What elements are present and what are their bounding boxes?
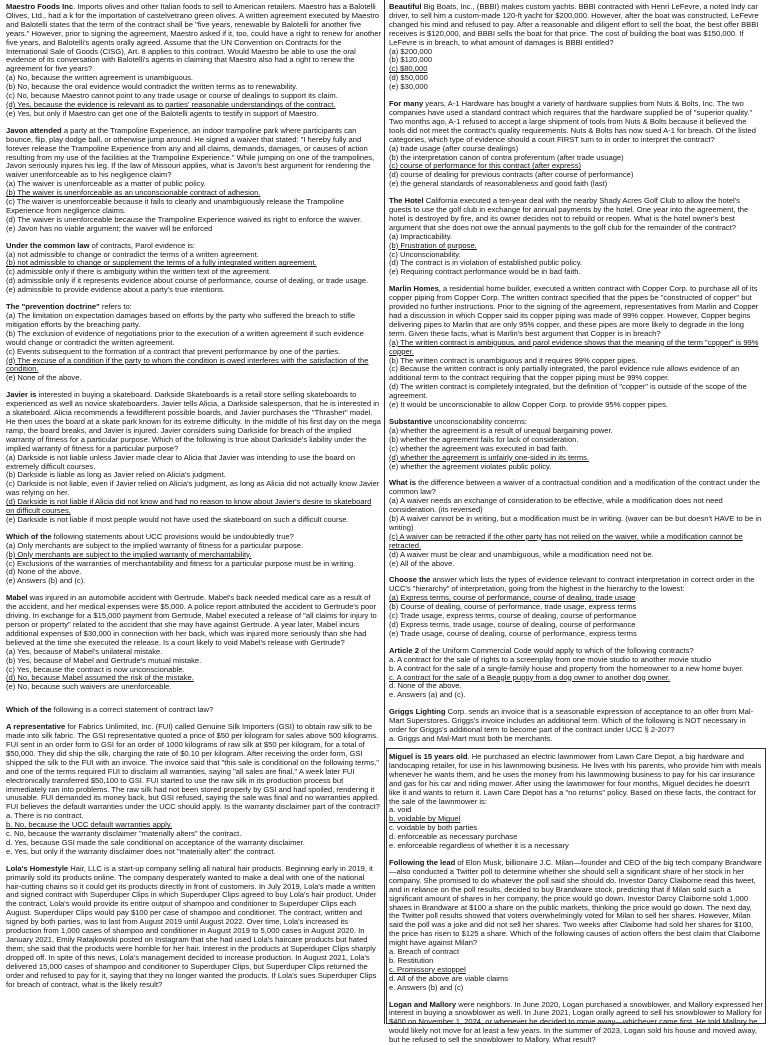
answer-option: (e) Trade usage, course of dealing, course of performance, express terms [389, 628, 637, 638]
answer-option: (b) $120,000 [389, 55, 433, 65]
answer-option: (a) trade usage (after course dealings) [389, 143, 519, 153]
answer-option: (a) The waiver is unenforceable as a matter of public policy. [6, 179, 206, 189]
question-stem [6, 594, 381, 647]
question-text: Hair, LLC is a start-up company selling all natural hair products. Beginning early in 2019, it primarily sold its products online. The company desperately wanted to make a deal with one of the national hair-cutting chains so it could get its products directly in front of customers. In July 2019, Lola's made a written and signed contract with Superduper Clips in which Superduper Clips agreed to buy Lola's hair product. Under the contract, Lola's would provide its entire output of shampoo and conditioner to Superduper Clips each August. Superduper Clips would pay $100 per case of shampoo and conditioner. The contract, written and signed by both parties, was to last from August 2019 until August 2022. Over time, Lola's increased its production from 1,000 cases of shampoo and conditioner in August 2019 to 5,000 cases in August 2020. In January 2021, Emily Ratajkowski posted on Instagram that she had used Lola's haircare products but hated them; she said that the products were horrible for her hair. Interest in the products at Superduper Clips sharply dropped off. In spite of this news, Lola's management decided to increase production. In August 2021, Lola's delivered 15,000 cases of shampoo and conditioner to Superduper Clips, but Superduper Clips returned the order and refused to pay for it, saying that they no longer wanted the products. If Lola's sues Superduper Clips for breach of contract, what is the likely result? [6, 863, 377, 989]
answer-option-correct: (d) Yes, because the evidence is relevant as to parties' reasonable understandings of the contract. [6, 99, 336, 109]
question-block [6, 865, 381, 990]
question-lead: Choose the [389, 575, 431, 585]
answer-option-correct: (c) A waiver can be retracted if the other party has not relied on the waiver, while a modification cannot be retracted. [389, 531, 743, 550]
answer-option: (e) the general standards of reasonableness and good faith (last) [389, 179, 608, 189]
answer-option-correct: (d) Darkside is not liable if Alicia did not know and had no reason to know about Javier's desire to skateboard on difficult courses. [6, 497, 372, 516]
question-lead: Griggs Lighting [389, 707, 446, 717]
question-block [389, 418, 763, 471]
question-lead: Which of the [6, 705, 52, 715]
answer-option: (e) Darkside is not liable if most people would not have used the skateboard on such a difficult course. [6, 514, 349, 524]
answer-option: b. A contract for the sale of a single-family house and property from the homeowner to a new home buyer. [389, 663, 744, 673]
question-text: Corp. sends an invoice that is a seasonable expression of acceptance to an offer from Mal-Mart Superstores. Griggs's invoice includes an additional term. Which of the following is NOT necessary in order for Griggs's additional term to become part of the contract under UCC § 2-207? [389, 707, 754, 735]
answer-option: (d) The written contract is completely integrated, but the definition of "copper" is outside of the scope of the agreement. [389, 382, 747, 401]
answer-option-correct: (a) The written contract is ambiguous, and parol evidence shows that the meaning of the term "copper" is 99% copper. [389, 337, 759, 356]
question-text: of the Uniform Commercial Code would apply to which of the following contracts? [418, 645, 694, 655]
answer-option: (c) Because the written contract is only partially integrated, the parol evidence rule allows evidence of an additional term to the contract requiring that the copper piping must be 99% copper. [389, 364, 740, 383]
answer-option: (d) A waiver must be clear and unambiguous, while a modification need not be. [389, 549, 654, 559]
question-stem [389, 285, 763, 338]
question-lead: Mabel [6, 593, 28, 603]
answer-option: b. Restitution [389, 955, 434, 965]
question-text: interested in buying a skateboard. Darkside Skateboards is a retail store selling skateboards to experienced as well as novice skateboarders. Javier tells Alicia, a Darkside salesperson, that he is interested in a skateboard. Alicia recommends a fewdifferent possible boards, and Javier purchases the "Thrasher" model. He then uses the board at a skate park known for its extreme difficulty. In the middle of his first day on the mega ramp, the board breaks, and Javier is injured. Javier considers suing Darkside for breach of the implied warranty of fitness for a particular purpose. Which of the following is true about Darkside's liability under the implied warranty of fitness for a particular purpose? [6, 390, 381, 453]
answer-option: (d) None of the above. [6, 567, 82, 577]
answer-option: (e) whether the agreement violates public policy. [389, 461, 552, 471]
answer-option-correct: (c) $80,000 [389, 64, 428, 74]
answer-option: (d) course of dealing for previous contracts (after course of performance) [389, 170, 634, 180]
question-stem [6, 391, 381, 453]
question-text: a party at the Trampoline Experience, an indoor trampoline park where participants can bounce, flip, play dodge ball, or otherwise jump around. He signed a waiver that stated: "I hereby fully and forever release the Trampoline Experience from any and all claims, demands, damages, or causes of action resulting from my use of the facilities at the Trampoline Experience." While jumping on one of the trampolines, Javon seriously injures his leg. If the law of Missouri applies, what is Javon's best argument for rendering the waiver unenforceable as to his negligence claim? [6, 125, 375, 180]
question-text: was injured in an automobile accident with Gertrude. Mabel's back needed medical care as a result of the accident, and her medical expenses were $5,000. A police report attributed the accident to Gertrude's poor driving. In exchange for a $15,000 payment from Gertrude, Mabel executed a release of "all claims for injury to person or property" related to the accident that she may have against Gertrude. A year later, Mabel incurs additional expenses of $30,000 in connection with her back, which was injured more seriously than she had believed at the time she executed the release. Is a court likely to void Mabel's release with Gertrude? [6, 593, 377, 647]
question-block [6, 391, 381, 525]
question-text: of Elon Musk, billionaire J.C. Milan—founder and CEO of the big tech company Brandware—also conducted a Twitter poll to determine whether she should sell a significant share of her stock in her company. She promised to do whatever the poll said she should do. Investor Darcy Claiborne read this tweet, and in reliance on the poll results, decided to buy Brandware stock, predicting that if Milan sold such a significant amount of shares in her company, the price would go down. Investor Darcy Claiborne sold 1,000 shares in Brandware at $100 a share on the public markets, thinking the price would go down. The next day, the Twitter poll results showed that voters overwhelmingly voted for Milan to sell her shares. However, Milan said the poll was a joke and did not sell her shares. Two weeks after Claiborne had sold her shares for $100, the price has risen to $125 a share. Which of the following causes of action offers the best claim that Claiborne might have against Milan? [389, 857, 762, 948]
answer-option: a. Griggs and Mal-Mart must both be merchants. [389, 733, 553, 743]
question-text: answer which lists the types of evidence relevant to contract interpretation in correct order in the UCC's "hierarchy" of interpretation, going from the highest in the hierarchy to the lowest: [389, 575, 755, 594]
question-lead: Logan and Mallory [389, 999, 457, 1009]
answer-option: (e) Yes, but only if Maestro can get one of the Balotelli agents to testify in support of Maestro. [6, 108, 319, 118]
question-lead: The "prevention doctrine" [6, 302, 100, 312]
answer-option: (d) $50,000 [389, 73, 428, 83]
question-block [389, 479, 763, 568]
column-divider [384, 0, 385, 1024]
answer-option: (e) It would be unconscionable to allow Copper Corp. to provide 95% copper pipes. [389, 400, 669, 410]
question-lead: Which of the [6, 531, 52, 541]
answer-option: c. No, because the warranty disclaimer "materially alters" the contract. [6, 829, 242, 839]
answer-option: (e) No, because such waivers are unenforceable. [6, 682, 172, 692]
answer-option: (d) The contract is in violation of established public policy. [389, 258, 583, 268]
question-lead: Following the lead [389, 857, 456, 867]
answer-option: (e) Answers (b) and (c). [6, 576, 86, 586]
question-stem [6, 865, 381, 990]
question-lead: What is [389, 478, 417, 488]
question-text: of contracts, Parol evidence is: [89, 240, 196, 250]
answer-option-correct: (b) The waiver is unenforceable as an unconscionable contract of adhesion. [6, 188, 261, 198]
question-lead: Article 2 [389, 645, 419, 655]
answer-option: (a) $200,000 [389, 46, 433, 56]
answer-option: (b) Yes, because of Mabel and Gertrude's mutual mistake. [6, 655, 202, 665]
answer-option: (c) Darkside is not liable, even if Javier relied on Alicia's judgment, as long as Alicia did not actually know Javier was relying on her. [6, 479, 380, 498]
answer-option-correct: b. voidable by Miguel [389, 814, 461, 824]
question-stem [6, 127, 381, 180]
answer-option: (c) No, because Maestro cannot point to any trade usage or course of dealings to support its claim. [6, 91, 338, 101]
answer-option: (b) whether the agreement fails for lack of consideration. [389, 434, 579, 444]
question-block [6, 533, 381, 586]
question-block [389, 100, 763, 189]
question-text: the difference between a waiver of a contractual condition and a modification of the contract under the common law? [389, 478, 760, 497]
answer-option: (b) A waiver cannot be in writing, but a modification must be in writing. (waver can be but doesn't HAVE to be in writing) [389, 514, 762, 532]
answer-option: (e) admissible to provide evidence about a party's true intentions. [6, 285, 225, 295]
answer-option: e. Yes, but only if the warranty disclaimer does not "materially alter" the contract. [6, 846, 276, 856]
answer-option: (a) A waiver needs an exchange of consideration to be effective, while a modification does not need consideration. (its reversed) [389, 496, 723, 515]
question-lead: Beautiful [389, 2, 422, 11]
answer-option: (e) Javon has no viable argument; the waiver will be enforced [6, 223, 213, 233]
answer-option: (a) whether the agreement is a result of unequal bargaining power. [389, 425, 613, 435]
answer-option: e. Answers (a) and (c). [389, 690, 466, 700]
question-block [6, 3, 381, 119]
question-block [389, 285, 763, 410]
question-stem [6, 3, 381, 74]
question-block [389, 708, 763, 744]
answer-option-correct: (d) No, because Mabel assumed the risk of the mistake. [6, 673, 194, 683]
answer-option: (c) Unconscionability. [389, 249, 461, 259]
question-stem [389, 753, 763, 806]
answer-option-correct: c. A contract for the sale of a Beagle puppy from a dog owner to another dog owner. [389, 672, 671, 682]
answer-option: (b) The written contract is unambiguous and it requires 99% copper pipes. [389, 355, 638, 365]
right-column-top [389, 3, 763, 746]
question-lead: For many [389, 99, 424, 109]
question-block [389, 197, 763, 277]
answer-option: (c) Yes, because the contract is now unconscionable. [6, 664, 185, 674]
answer-option: (c) Exclusions of the warranties of merchantability and fitness for a particular purpose must be in writing. [6, 558, 356, 568]
question-stem [389, 197, 763, 233]
answer-option: e. Answers (b) and (c) [389, 982, 464, 992]
left-column [6, 3, 381, 1024]
question-text: following statements about UCC provisions would be undoubtedly true? [51, 531, 294, 541]
question-text: . Imports olives and other Italian foods to sell to American retailers. Maestro has a Balotelli Olives, Ltd., had a k for the importation of castelvetrano green olives. A written agreement executed by Maestro and Balotelli states that the term of the contract shall be "five years, renewable by Balotelli for another five years." However, prior to signing the agreement, Maestro asked if it, too, could have a right to renew for another five years, and Balotelli's agents orally agreed. Assume that the UN Convention on Contracts for the International Sale of Goods (CISG), Art. 8 applies to this contract. Would Maestro be able to use the oral evidence of its conversation with Balotelli's agents in claiming that Maestro also had a right to renew the agreement for five years? [6, 2, 381, 74]
answer-option-correct: (d) whether the agreement is unfairly one-sided in its terms. [389, 452, 590, 462]
answer-option: d. All of the above are viable claims [389, 973, 509, 983]
question-block [389, 859, 763, 993]
answer-option: (a) Impracticability. [389, 231, 453, 241]
answer-option: (e) $30,000 [389, 82, 428, 92]
answer-option: (c) Trade usage, express terms, course of dealing, course of performance [389, 611, 637, 621]
question-text: unconscionability concerns: [432, 416, 528, 426]
answer-option: (c) whether the agreement was executed in bad faith. [389, 443, 568, 453]
question-lead: Marlin Homes [389, 284, 439, 294]
question-block [389, 576, 763, 638]
answer-option: (d) The waiver is unenforceable because the Trampoline Experience waived its right to enforce the waiver. [6, 214, 363, 224]
question-lead: Lola's Homestyle [6, 863, 69, 873]
question-block [6, 594, 381, 692]
answer-option: (a) Darkside is not liable unless Javier made clear to Alicia that Javier was intending to use the board on extremely difficult courses. [6, 452, 356, 471]
answer-option: (a) not admissible to change or contradict the terms of a written agreement. [6, 249, 259, 259]
answer-option: a. Breach of contract [389, 947, 460, 957]
answer-option: (e) None of the above. [6, 373, 82, 383]
question-stem [389, 479, 763, 497]
question-block [389, 647, 763, 700]
question-stem [6, 706, 381, 715]
question-block [6, 303, 381, 383]
question-lead: Javon attended [6, 125, 62, 135]
answer-option: (b) the interpretation canon of contra proferentum (after trade usuage) [389, 152, 624, 162]
answer-option-correct: (d) The excuse of a condition if the party to whom the condition is owed interferes with the satisfaction of the condition. [6, 355, 369, 374]
question-text: years, A-1 Hardware has bought a variety of hardware supplies from Nuts & Bolts, Inc. The two companies have used a standard contract which requires that the hardware supplied be of "superior quality." Two months ago, A-1 refused to accept a large shipment of tools from Nuts & Bolts because it believed the tools did not meet the contract's quality requirements. Nuts & Bolts has now sued A-1 for breach. Of the listed categories, which type of evidence should a court FIRST turn to in order to interpret the contract? [389, 99, 756, 144]
question-text: refers to: [99, 302, 132, 312]
answer-option: (a) No, because the written agreement is unambiguous. [6, 73, 193, 83]
question-stem [389, 3, 763, 48]
question-text: following is a correct statement of contract law? [51, 705, 214, 715]
answer-option-correct: c. Promissory estoppel [389, 964, 466, 974]
answer-option: (e) Requiring contract performance would be in bad faith. [389, 267, 581, 277]
answer-option: d. enforceable as necessary purchase [389, 832, 518, 842]
question-lead: Substantive [389, 416, 433, 426]
question-text: for Fabrics Unlimited, Inc. (FUI) called Genuine Silk Importers (GSI) to obtain raw silk to be made into silk fabric. The GSI representative quoted a price of $50 per kilogram for sales above 500 kilograms. FUI sent in an order form to GSI for an order of 1000 kilograms of raw silk at $50 per kilogram, for a total of $50,000. They did ship the silk, charging the rate of $0.10 per kilogram. After receiving the order form, GSI shipped the silk to the FUI with an invoice. The invoice said that "this sale is conditional on the following terms," and one of the terms required FUI to disclaim all warranties, saying "all sales are final." A week later FUI electronically transferred $50,100 to GSI. FUI started to use the raw silk in its production process but immediately ran into problems. The raw silk had not been stored properly by GSI and had spoiled, rendering it unusable. FUI demanded its money back, but GSI refused, saying the sale was final and no warranties applied. FUI believes the default warranties under the UCC should apply. Is the warranty disclaimer part of the contract? [6, 722, 380, 812]
answer-option-correct: (b) not admissible to change or supplement the terms of a fully integrated written agreement. [6, 258, 317, 268]
question-block [389, 753, 763, 851]
question-lead: A representative [6, 722, 66, 732]
answer-option: (d) admissible only if it represents evidence about course of performance, course of dealing, or trade usage. [6, 276, 369, 286]
question-block [389, 3, 763, 92]
question-lead: The Hotel [389, 196, 424, 206]
answer-option-correct: b. No, because the UCC default warranties apply. [6, 820, 173, 830]
answer-option: (b) The exclusion of evidence of negotiations prior to the execution of a written agreement if such evidence would change or contradict the written agreement. [6, 328, 364, 347]
question-block [6, 706, 381, 715]
answer-option: (e) All of the above. [389, 558, 455, 568]
question-stem [389, 100, 763, 145]
answer-option: (a) Only merchants are subject to the implied warranty of fitness for a particular purpose. [6, 540, 304, 550]
answer-option: (a) The limitation on expectation damages based on efforts by the party who suffered the breach to stifle mitigation efforts by the breaching party. [6, 311, 356, 329]
answer-option: e. enforceable regardless of whether it is a necessary [389, 841, 569, 851]
answer-option-correct: (a) Express terms, course of performance, course of dealing, trade usage [389, 593, 636, 603]
answer-option: a. void [389, 805, 412, 815]
question-text: Big Boats, Inc., (BBBI) makes custom yachts. BBBI contracted with Henri LeFevre, a noted Indy car driver, to sell him a custom-made 120-ft yacht for $200,000. However, after the boat was constructed, LeFevre changed his mind and refused to pay. After a reasonable and diligent effort to sell the boat, the best offer BBBI receives is $120,000, and BBBI sells the boat for that price. The cost of building the boat was $150,000. If LeFevre is in breach, to what amount of damages is BBBI entitled? [389, 2, 759, 47]
answer-option: c. voidable by both parties [389, 823, 478, 833]
question-lead: Javier is [6, 390, 37, 400]
answer-option: (a) Yes, because of Mabel's unilateral mistake. [6, 646, 163, 656]
question-lead: Maestro Foods Inc [6, 2, 74, 11]
question-block [6, 723, 381, 857]
question-text: , a residential home builder, executed a written contract with Copper Corp. to purchase all of its copper piping from Copper Corp. The written contract specified that the pipes be "constructed of copper" but provided no further instructions. Prior to the signing of the agreement, representatives from Marlin and Copper had a discussion in which Copper said its copper piping was made of 99% copper. However, Copper begins delivering pipes to Marlin that are only 95% copper, and these pipes are more likely to degrade in the long term. Given these facts, what is Marlin's best argument that Copper is in breach? [389, 284, 759, 338]
question-text: . He purchased an electric lawnmower from Lawn Care Depot, a big hardware and landscaping retailer, for use in his lawnmowing business. He lives with his parents, who provide him with meals whenever he wants them, and he uses the money from his lawnmowing business to pay for his car insurance and gas for his car and riding mower. After using the lawnmower for four months, Miguel decides he doesn't like it and wants to return it. Lawn Care Depot has a "no returns" policy. Based on these facts, the contract for the sale of the lawnmower is: [389, 752, 762, 806]
question-block [6, 242, 381, 295]
answer-option: (c) admissible only if there is ambiguity within the written text of the agreement. [6, 267, 272, 277]
answer-option: (b) Course of dealing, course of performance, trade usage, express terms [389, 602, 637, 612]
answer-option: (b) No, because the oral evidence would contradict the written terms as to renewability. [6, 82, 298, 92]
question-block [389, 1001, 763, 1045]
question-text: California executed a ten-year deal with the nearby Shady Acres Golf Club to allow the hotel's guests to use the golf club in exchange for annual payments by the hotel. One year into the agreement, the hotel is destroyed by fire, and its owner decides not to rebuild or reopen. What is the hotel owner's best argument that she does not owe the annual payments to the golf club for the remainder of the contract? [389, 196, 749, 232]
answer-option: (d) Express terms, trade usage, course of dealing, course of performance [389, 620, 636, 629]
answer-option: (b) Darkside is liable as long as Javier relied on Alicia's judgment. [6, 470, 226, 480]
answer-option-correct: (b) Frustration of purpose. [389, 240, 477, 250]
answer-option: (c) The waiver is unenforceable because it fails to clearly and unambiguously release the Trampoline Experience from negligence claims. [6, 197, 344, 215]
answer-option-correct: (b) Only merchants are subject to the implied warranty of merchantability. [6, 549, 252, 559]
question-stem [6, 723, 381, 812]
answer-option: (c) Events subsequent to the formation of a contract that prevent performance by one of the parties. [6, 346, 341, 356]
answer-option: d. None of the above. [389, 681, 462, 691]
answer-option: a. There is no contract. [6, 811, 84, 821]
question-lead: Miguel is 15 years old [389, 752, 468, 761]
answer-option-correct: (c) course of performance for this contract (after express) [389, 161, 582, 171]
answer-option: d. Yes, because GSI made the sale conditional on acceptance of the warranty disclaimer. [6, 837, 305, 847]
question-text: were neighbors. In June 2020, Logan purchased a snowblower, and Mallory expressed her interest in buying a snowblower as well. In June 2021, Logan orally agreed to sell his snowblower to Mallory for $400 on November 1, 2024, or whenever he decided to move away—whichever came first. He told Mallory he would likely not move for at least a few years. In the summer of 2023, Logan sold his house and moved away, but he refused to sell the snowblower to Mallory. What result? [389, 999, 763, 1045]
question-block [6, 127, 381, 234]
right-column-bottom [389, 752, 763, 1045]
question-stem [389, 1001, 763, 1045]
answer-option: a. A contract for the sale of rights to a screenplay from one movie studio to another movie studio [389, 654, 712, 664]
question-stem [389, 576, 763, 594]
question-stem [389, 708, 763, 735]
question-lead: Under the common law [6, 240, 90, 250]
question-stem [389, 859, 763, 948]
